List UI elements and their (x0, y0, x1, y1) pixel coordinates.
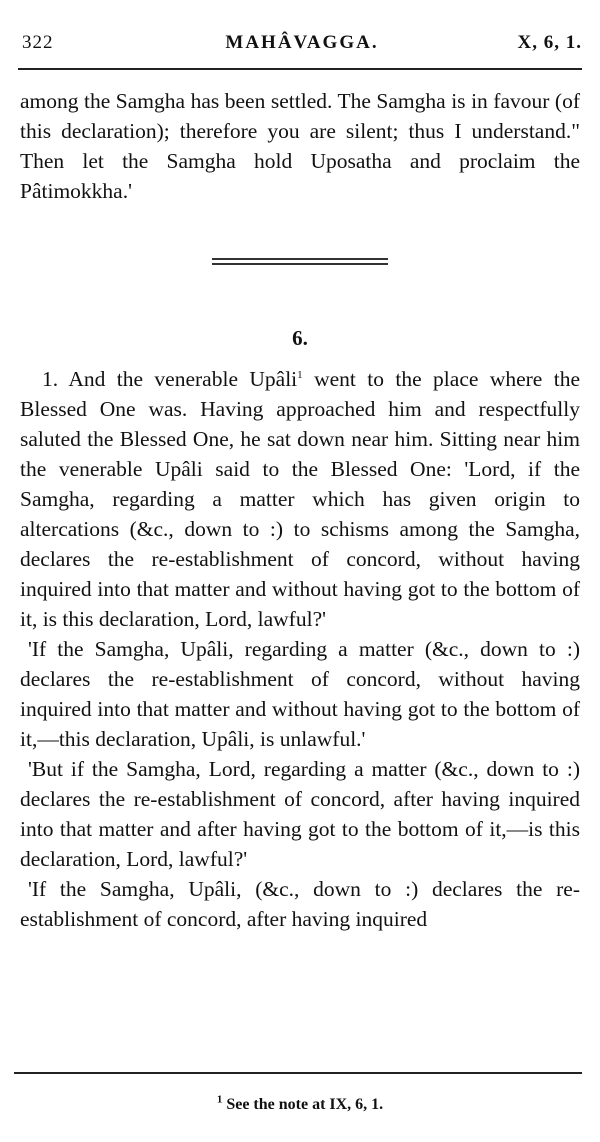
section-number: 6. (292, 326, 308, 350)
paragraph-text: among the Samgha has been settled. The Samgha is in favour (of this declaration); therefore you are silent; thus I understand." Then let the Samgha hold Uposatha and proclaim the Pâtimokkha.' (20, 89, 580, 203)
header-rule (18, 68, 582, 70)
continued-paragraph (20, 86, 580, 206)
paragraph-1-text-b: went to the place where the Blessed One was. Having approached him and respectfully saluted the Blessed One, he sat down near him. Sitting near him the venerable Upâli said to the Blessed One: 'Lord, if the Samgha, regarding a matter which has given origin to altercations (&c., down to :) to schisms among the Samgha, declares the re-establishment of concord, without having inquired into that matter and without having got to the bottom of it, is this declaration, Lord, lawful?' (20, 367, 581, 631)
page-number: 322 (22, 32, 54, 53)
footnote-text: See the note at IX, 6, 1. (222, 1096, 384, 1113)
paragraph-1-text-a: 1. And the venerable Upâli (42, 367, 298, 391)
paragraph-1 (20, 364, 580, 634)
footnote-marker: 1 (297, 368, 303, 381)
running-head (22, 32, 582, 62)
paragraph-4: 'If the Samgha, Upâli, (&c., down to :) declares the re-establishment of concord, after having inquired (20, 877, 580, 931)
section-divider (212, 258, 388, 265)
footnote-number: 1 (216, 1093, 223, 1106)
footnote (0, 1093, 600, 1114)
footnote-rule (14, 1072, 582, 1074)
running-title: MAHÂVAGGA. (225, 32, 379, 53)
section-body (20, 364, 580, 934)
paragraph-2: 'If the Samgha, Upâli, regarding a matter (&c., down to :) declares the re-establishment of concord, without having inquired into that matter and without having got to the bottom of it,—this declaration, Upâli, is unlawful.' (20, 637, 580, 751)
section-reference: X, 6, 1. (517, 32, 582, 53)
paragraph-3: 'But if the Samgha, Lord, regarding a matter (&c., down to :) declares the re-establishment of concord, after having inquired into that matter and after having got to the bottom of it,—is this declaration, Lord, lawful?' (20, 757, 580, 871)
